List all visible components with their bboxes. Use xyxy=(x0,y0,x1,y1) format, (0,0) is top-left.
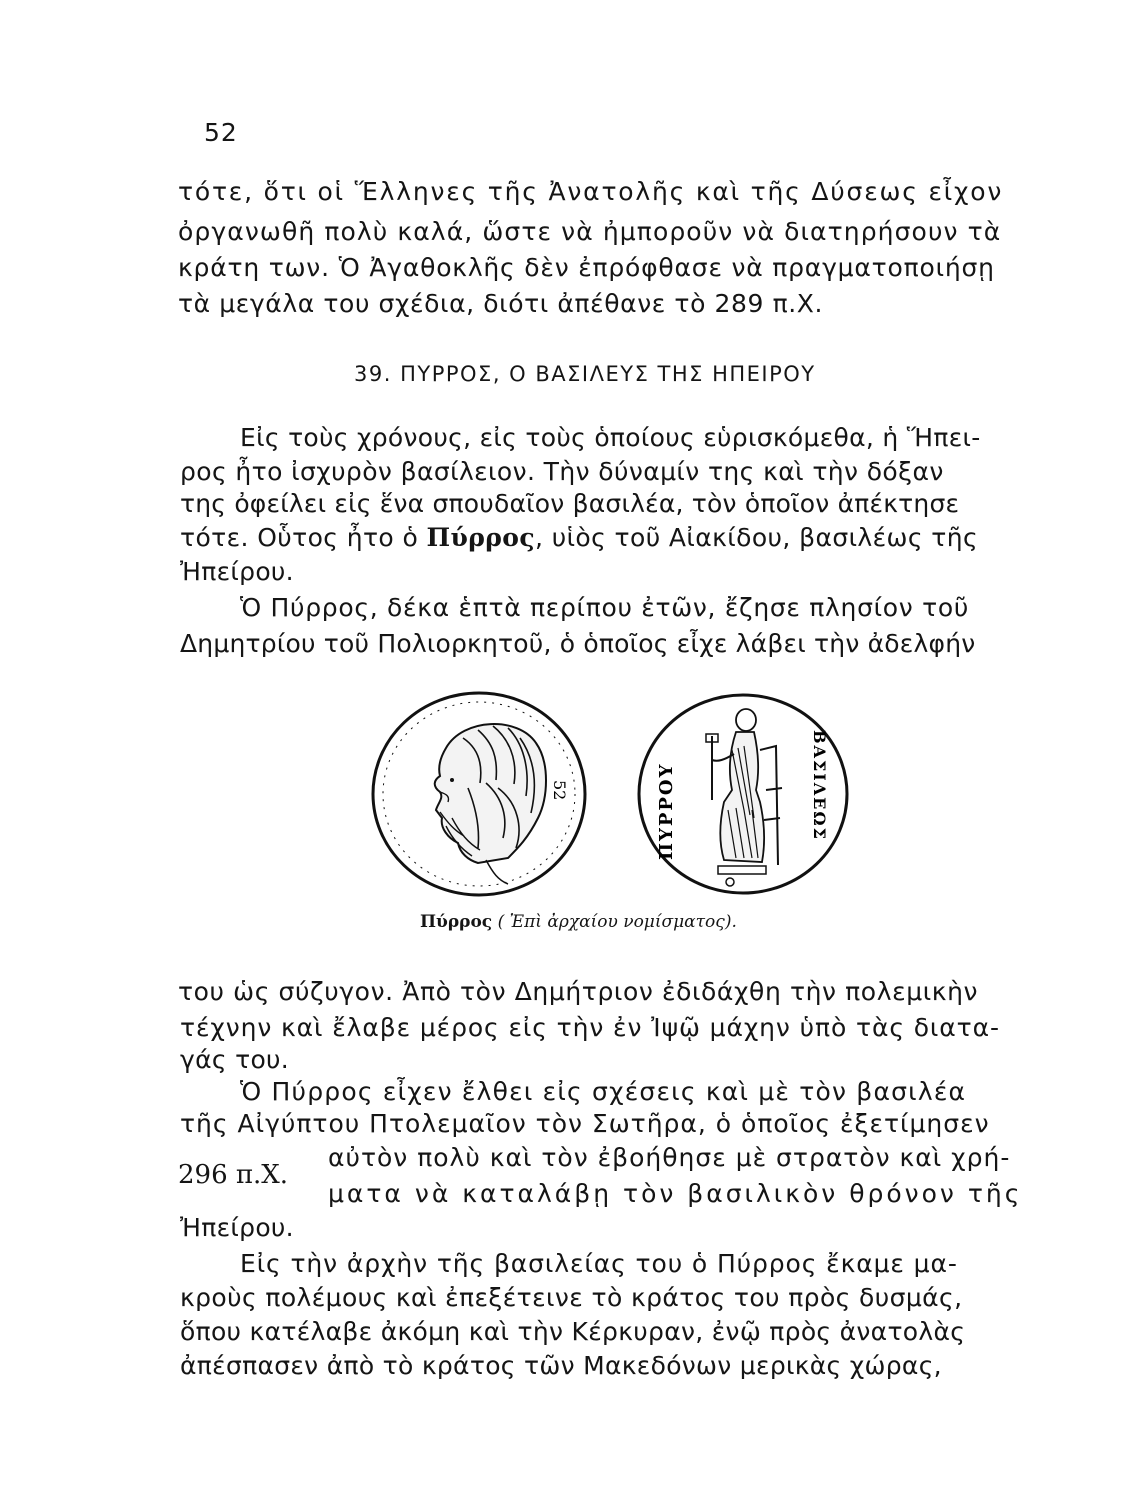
text-line: τέχνην καὶ ἔλαβε μέρος εἰς τὴν ἐν Ἰψῷ μάχην ὑπὸ τὰς διατα- xyxy=(180,1013,1000,1042)
coin-reverse xyxy=(632,690,854,898)
text-line: Ὁ Πύρρος, δέκα ἑπτὰ περίπου ἐτῶν, ἔζησε πλησίον τοῦ xyxy=(240,593,970,622)
page-number: 52 xyxy=(204,118,238,147)
figure-caption xyxy=(420,912,737,932)
text-line: ρος ἦτο ἰσχυρὸν βασίλειον. Τὴν δύναμίν της καὶ τὴν δόξαν xyxy=(180,457,944,486)
text-segment: τότε. Οὗτος ἦτο ὁ xyxy=(180,523,427,552)
text-line: της ὀφείλει εἰς ἕνα σπουδαῖον βασιλέα, τὸν ὁποῖον ἀπέκτησε xyxy=(180,489,960,518)
text-line: γάς του. xyxy=(180,1045,290,1074)
text-line: Δημητρίου τοῦ Πολιορκητοῦ, ὁ ὁποῖος εἶχε λάβει τὴν ἀδελφήν xyxy=(180,629,976,658)
text-line: τῆς Αἰγύπτου Πτολεμαῖον τὸν Σωτῆρα, ὁ ὁποῖος ἐξετίμησεν xyxy=(180,1109,990,1138)
text-line: τότε, ὅτι οἱ Ἕλληνες τῆς Ἀνατολῆς καὶ τῆς Δύσεως εἶχον xyxy=(178,177,1004,206)
pyrrhus-name-bold: Πύρρος xyxy=(426,523,536,552)
caption-note: ( Ἐπὶ ἀρχαίου νομίσματος). xyxy=(497,912,737,932)
text-line: Εἰς τὴν ἀρχὴν τῆς βασιλείας του ὁ Πύρρος ἔκαμε μα- xyxy=(240,1249,958,1278)
caption-name: Πύρρος xyxy=(420,912,493,932)
text-line: Ἠπείρου. xyxy=(180,1213,294,1242)
coin-legend-left: ΠΥΡΡΟΥ xyxy=(656,762,677,860)
text-line: ὅπου κατέλαβε ἀκόμη καὶ τὴν Κέρκυραν, ἐνῷ πρὸς ἀνατολὰς xyxy=(180,1317,966,1346)
text-line: κράτη των. Ὁ Ἀγαθοκλῆς δὲν ἐπρόφθασε νὰ πραγματοποιήσῃ xyxy=(178,253,995,282)
coin-portrait-icon xyxy=(368,688,590,900)
coin-obverse xyxy=(368,688,590,900)
text-line: Ὁ Πύρρος εἶχεν ἔλθει εἰς σχέσεις καὶ μὲ τὸν βασιλέα xyxy=(240,1077,967,1106)
coin-obverse-mark: 52 xyxy=(550,780,569,801)
coin-legend-right: ΒΑΣΙΛΕΩΣ xyxy=(810,730,829,841)
text-segment: , υἱὸς τοῦ Αἰακίδου, βασιλέως τῆς xyxy=(535,523,979,552)
text-line: αὐτὸν πολὺ καὶ τὸν ἐβοήθησε μὲ στρατὸν καὶ χρή- xyxy=(328,1143,1011,1172)
section-heading: 39. ΠΥΡΡΟΣ, Ο ΒΑΣΙΛΕΥΣ ΤΗΣ ΗΠΕΙΡΟΥ xyxy=(354,362,816,386)
text-line: του ὡς σύζυγον. Ἀπὸ τὸν Δημήτριον ἐδιδάχθη τὴν πολεμικὴν xyxy=(178,977,979,1006)
text-line: ἀπέσπασεν ἀπὸ τὸ κράτος τῶν Μακεδόνων μερικὰς χώρας, xyxy=(180,1351,942,1380)
text-line: ματα νὰ καταλάβῃ τὸν βασιλικὸν θρόνον τῆς xyxy=(328,1179,1023,1208)
text-line xyxy=(180,522,978,554)
margin-date-note: 296 π.Χ. xyxy=(178,1160,289,1190)
text-line: Ἠπείρου. xyxy=(180,557,294,586)
text-line: τὰ μεγάλα του σχέδια, διότι ἀπέθανε τὸ 289 π.Χ. xyxy=(178,289,824,318)
text-line: ὀργανωθῆ πολὺ καλά, ὥστε νὰ ἠμποροῦν νὰ διατηρήσουν τὰ xyxy=(178,217,1002,246)
text-line: κροὺς πολέμους καὶ ἐπεξέτεινε τὸ κράτος του πρὸς δυσμάς, xyxy=(180,1283,963,1312)
coin-seated-figure-icon xyxy=(632,690,854,898)
text-line: Εἰς τοὺς χρόνους, εἰς τοὺς ὁποίους εὑρισκόμεθα, ἡ Ἥπει- xyxy=(240,423,981,452)
